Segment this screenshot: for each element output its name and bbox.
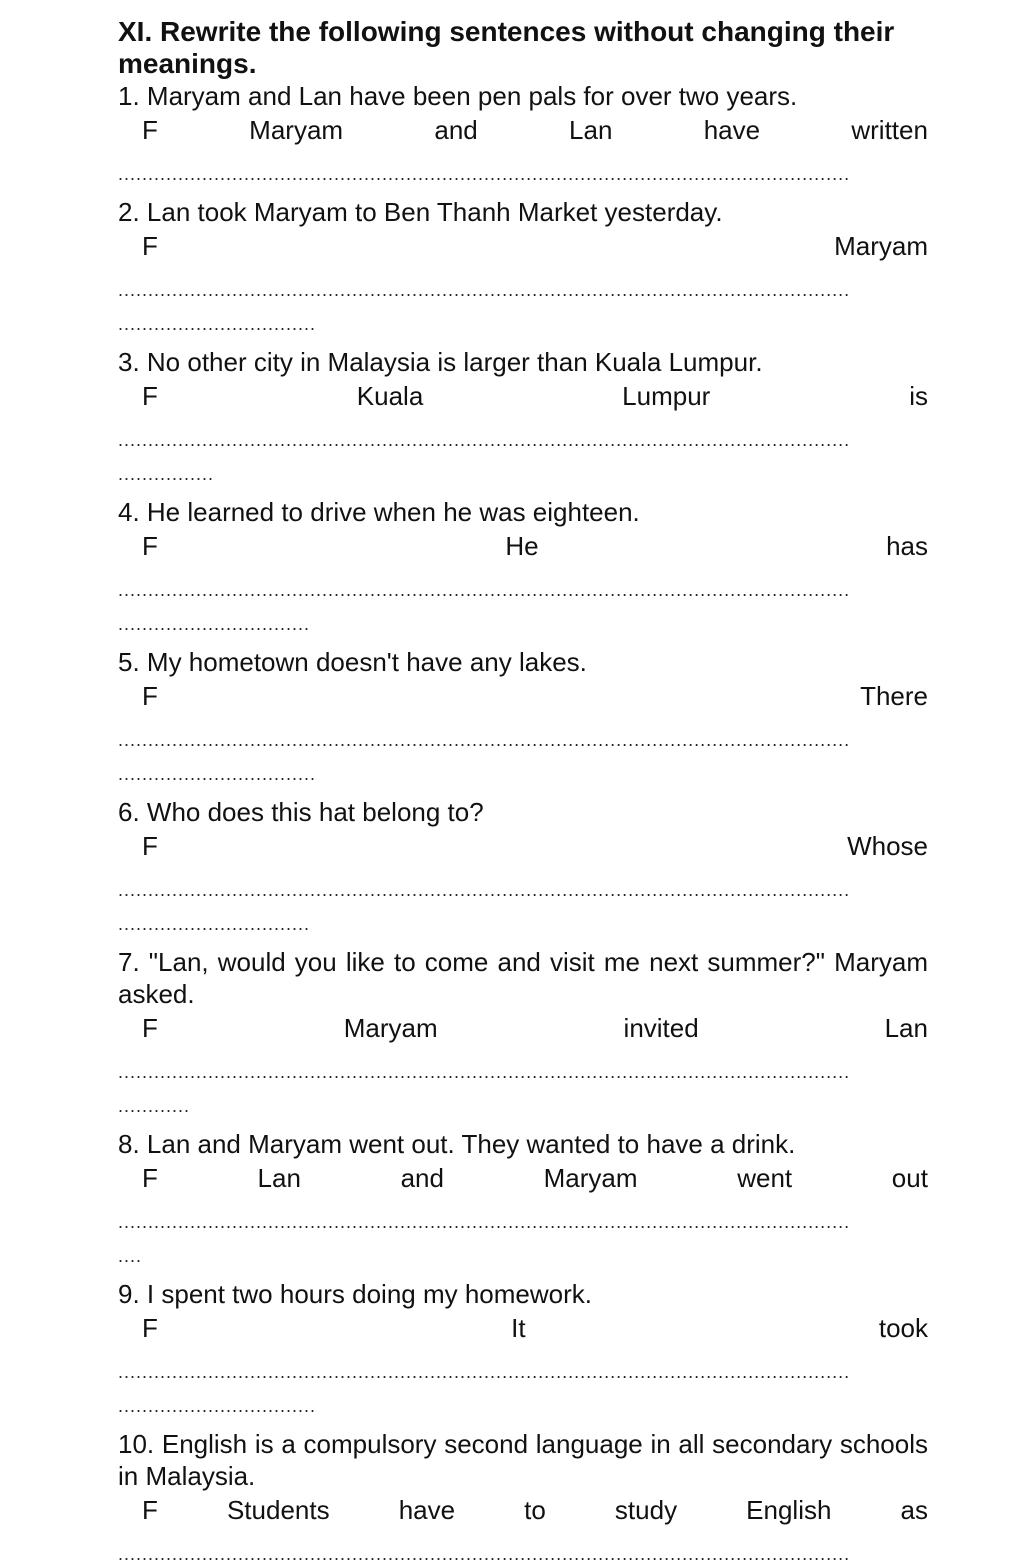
lead-word: F [142,531,158,561]
question-5 [118,646,928,784]
lead-word: took [878,1313,928,1343]
answer-line[interactable]: ................................. [118,314,317,334]
lead-word: F [142,1313,158,1343]
answer-line[interactable]: ................................. [118,764,317,784]
question-9-prompt: 9. I spent two hours doing my homework. [118,1279,593,1309]
answer-line[interactable]: ................................ [118,914,311,934]
question-2-rewrite-start [118,230,928,262]
answer-line[interactable]: .......................................................................................................................... [118,1062,851,1082]
question-8-prompt: 8. Lan and Maryam went out. They wanted to have a drink. [118,1129,796,1159]
question-10-prompt: 10. English is a compulsory second language in all secondary schools in Malaysia. [118,1429,928,1491]
answer-line[interactable]: .......................................................................................................................... [118,164,851,184]
lead-word: and [400,1163,444,1193]
lead-word: F [142,1163,158,1193]
lead-word: and [434,115,478,145]
lead-word: Students [226,1495,330,1525]
question-list [118,80,928,1564]
answer-line[interactable]: .......................................................................................................................... [118,880,851,900]
question-4 [118,496,928,634]
lead-word: F [142,231,158,261]
question-6-prompt: 6. Who does this hat belong to? [118,797,484,827]
lead-word: Maryam [543,1163,638,1193]
answer-line[interactable]: .......................................................................................................................... [118,1212,851,1232]
question-5-prompt: 5. My hometown doesn't have any lakes. [118,647,587,677]
lead-word: Lan [257,1163,301,1193]
question-8-rewrite-start [118,1162,928,1194]
lead-word: F [142,831,158,861]
question-3-rewrite-start [118,380,928,412]
lead-word: There [860,681,928,711]
answer-line[interactable]: ................................ [118,614,311,634]
question-3 [118,346,928,484]
question-7-prompt: 7. "Lan, would you like to come and visit me next summer?" Maryam asked. [118,947,928,1009]
question-3-prompt: 3. No other city in Malaysia is larger than Kuala Lumpur. [118,347,763,377]
lead-word: English [746,1495,832,1525]
lead-word: have [703,115,761,145]
lead-word: F [142,1495,158,1525]
question-4-rewrite-start [118,530,928,562]
lead-word: went [737,1163,793,1193]
lead-word: F [142,381,158,411]
lead-word: Lumpur [622,381,711,411]
lead-word: F [142,681,158,711]
lead-word: is [909,381,928,411]
answer-line[interactable]: ................................. [118,1396,317,1416]
question-1 [118,80,928,184]
question-6 [118,796,928,934]
lead-word: have [398,1495,456,1525]
lead-word: study [614,1495,678,1525]
worksheet [118,16,928,1564]
lead-word: has [886,531,928,561]
question-1-prompt: 1. Maryam and Lan have been pen pals for over two years. [118,81,798,111]
lead-word: Maryam [834,231,928,261]
question-7 [118,946,928,1116]
lead-word: F [142,115,158,145]
question-2-prompt: 2. Lan took Maryam to Ben Thanh Market yesterday. [118,197,723,227]
exercise-title: XI. Rewrite the following sentences without changing their meanings. [118,16,895,79]
question-10-rewrite-start [118,1494,928,1526]
lead-word: It [511,1313,526,1343]
lead-word: Lan [569,115,613,145]
question-9 [118,1278,928,1416]
answer-line[interactable]: .......................................................................................................................... [118,430,851,450]
answer-line[interactable]: .......................................................................................................................... [118,1362,851,1382]
lead-word: F [142,1013,158,1043]
lead-word: Kuala [356,381,424,411]
lead-word: invited [623,1013,699,1043]
lead-word: Whose [847,831,928,861]
question-10 [118,1428,928,1564]
lead-word: written [851,115,928,145]
lead-word: out [891,1163,928,1193]
answer-line[interactable]: ............ [118,1096,191,1116]
answer-line[interactable]: .......................................................................................................................... [118,580,851,600]
lead-word: to [524,1495,546,1525]
question-6-rewrite-start [118,830,928,862]
answer-line[interactable]: .... [118,1246,143,1266]
answer-line[interactable]: .......................................................................................................................... [118,1544,851,1564]
lead-word: Maryam [343,1013,438,1043]
lead-word: as [900,1495,928,1525]
lead-word: Lan [884,1013,928,1043]
question-2 [118,196,928,334]
question-7-rewrite-start [118,1012,928,1044]
question-4-prompt: 4. He learned to drive when he was eighteen. [118,497,640,527]
question-5-rewrite-start [118,680,928,712]
question-9-rewrite-start [118,1312,928,1344]
lead-word: Maryam [249,115,344,145]
question-8 [118,1128,928,1266]
lead-word: He [505,531,539,561]
answer-line[interactable]: .......................................................................................................................... [118,730,851,750]
answer-line[interactable]: ................ [118,464,215,484]
question-1-rewrite-start [118,114,928,146]
answer-line[interactable]: .......................................................................................................................... [118,280,851,300]
